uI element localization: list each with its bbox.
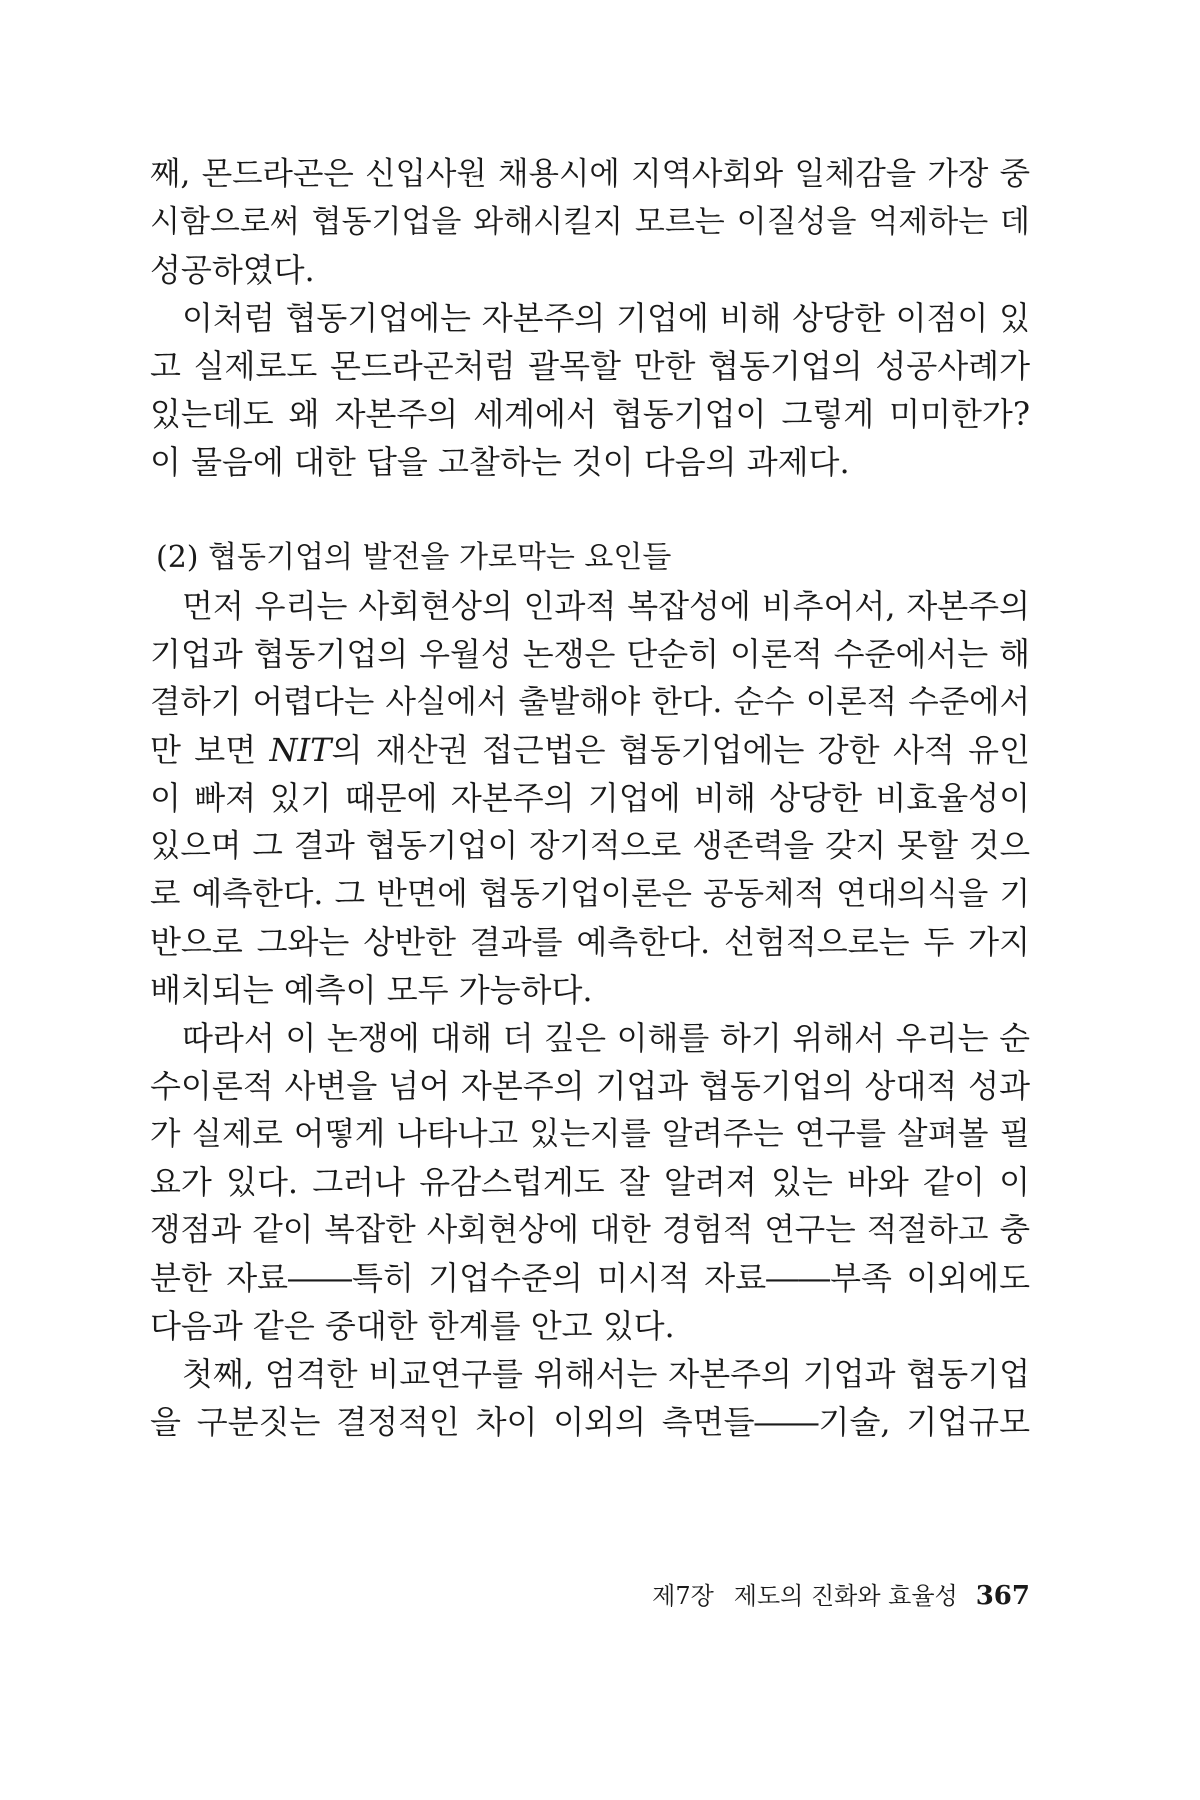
text-line: 첫째, 엄격한 비교연구를 위해서는 자본주의 기업과 협동기업: [182, 1355, 1030, 1393]
text-line: 먼저 우리는 사회현상의 인과적 복잡성에 비추어서, 자본주의: [182, 587, 1030, 625]
text-line: 있는데도 왜 자본주의 세계에서 협동기업이 그렇게 미미한가?: [150, 395, 1030, 433]
body-text: [150, 150, 1030, 1446]
text-fragment: 의 재산권 접근법은 협동기업에는 강한 사적 유인: [331, 731, 1030, 769]
section-heading: (2) 협동기업의 발전을 가로막는 요인들: [156, 540, 672, 575]
text-line: 결하기 어렵다는 사실에서 출발해야 한다. 순수 이론적 수준에서: [150, 684, 1030, 720]
text-line: 이처럼 협동기업에는 자본주의 기업에 비해 상당한 이점이 있: [182, 299, 1030, 337]
running-footer: [580, 1578, 1030, 1614]
text-line: 시함으로써 협동기업을 와해시킬지 모르는 이질성을 억제하는 데: [150, 204, 1030, 240]
text-line: 로 예측한다. 그 반면에 협동기업이론은 공동체적 연대의식을 기: [150, 876, 1030, 912]
text-line: 고 실제로도 몬드라곤처럼 괄목할 만한 협동기업의 성공사례가: [150, 347, 1030, 385]
text-line: 가 실제로 어떻게 나타나고 있는지를 알려주는 연구를 살펴볼 필: [150, 1116, 1030, 1152]
footer-title: 제도의 진화와 효율성: [733, 1582, 958, 1610]
text-line: 분한 자료――특히 기업수준의 미시적 자료――부족 이외에도: [150, 1259, 1030, 1297]
footer-chapter: 제7장: [652, 1582, 714, 1610]
text-line: 있으며 그 결과 협동기업이 장기적으로 생존력을 갖지 못할 것으: [150, 828, 1030, 864]
text-fragment: 만 보면: [150, 731, 270, 769]
text-line: 따라서 이 논쟁에 대해 더 깊은 이해를 하기 위해서 우리는 순: [182, 1019, 1030, 1057]
text-line: 요가 있다. 그러나 유감스럽게도 잘 알려져 있는 바와 같이 이: [150, 1163, 1030, 1201]
page-number: 367: [975, 1581, 1030, 1611]
text-line: 을 구분짓는 결정적인 차이 이외의 측면들――기술, 기업규모: [150, 1403, 1030, 1441]
text-line: 째, 몬드라곤은 신입사원 채용시에 지역사회와 일체감을 가장 중: [150, 156, 1030, 192]
text-line: 배치되는 예측이 모두 가능하다.: [150, 971, 593, 1009]
text-line: 수이론적 사변을 넘어 자본주의 기업과 협동기업의 상대적 성과: [150, 1067, 1030, 1105]
text-line: 이 빠져 있기 때문에 자본주의 기업에 비해 상당한 비효율성이: [150, 779, 1030, 817]
text-line: 다음과 같은 중대한 한계를 안고 있다.: [150, 1307, 675, 1345]
text-line-nit: [150, 726, 1030, 774]
paragraph-gap: [150, 486, 1030, 534]
text-line: 기업과 협동기업의 우월성 논쟁은 단순히 이론적 수준에서는 해: [150, 635, 1030, 673]
text-line: 이 물음에 대한 답을 고찰하는 것이 다음의 과제다.: [150, 443, 850, 481]
nit-abbreviation: NIT: [269, 731, 332, 769]
text-line: 성공하였다.: [150, 251, 315, 289]
text-line: 쟁점과 같이 복잡한 사회현상에 대한 경험적 연구는 적절하고 충: [150, 1212, 1030, 1248]
text-line: 반으로 그와는 상반한 결과를 예측한다. 선험적으로는 두 가지: [150, 923, 1030, 961]
